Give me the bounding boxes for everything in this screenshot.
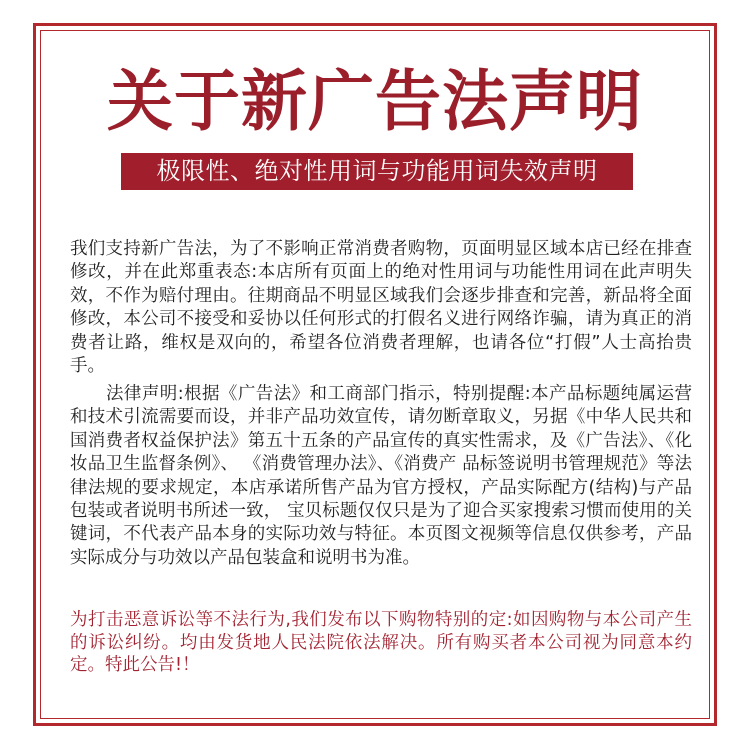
- legal-statement-paragraph: 法律声明:根据《广告法》和工商部门指示，特别提醒:本产品标题纯属运营和技术引流需要而设，并非产品功效宣传，请勿断章取义，另据《中华人民共和国消费者权益保护法》第五十五条的产品宣传的真实性需求，及《广告法》、《化妆品卫生监督条例》、 《消费管理办法》、《消费产 品标签说明书管理规范》等法律法规的要求规定，本店承诺所售产品为官方授权，产品实际配方(结构)与产品包装或者说明书所述一致， 宝贝标题仅仅只是为了迎合买家搜索习惯而使用的关键词，不代表产品本身的实际功效与特征。本页图文视频等信息仅供参考，产品实际成分与功效以产品包装盒和说明书为准。: [70, 384, 692, 568]
- subtitle-banner: 极限性、绝对性用词与功能用词失效声明: [121, 153, 633, 190]
- litigation-notice-paragraph: 为打击恶意诉讼等不法行为,我们发布以下购物特别的定:如因购物与本公司产生的诉讼纠纷。均由发货地人民法院依法解决。所有购买者本公司视为同意本约定。特此公告!！: [70, 610, 692, 675]
- statement-paragraph: 我们支持新广告法，为了不影响正常消费者购物，页面明显区域本店已经在排查修改，并在此郑重表态:本店所有页面上的绝对性用词与功能性用词在此声明失效，不作为赔付理由。往期商品不明显区域我们会逐步排查和完善，新品将全面修改，本公司不接受和妥协以任何形式的打假名义进行网络诈骗，请为真正的消费者让路，维权是双向的，希望各位消费者理解，也请各位“打假”人士高抬贵手。: [70, 239, 692, 377]
- page-title: 关于新广告法声明: [107, 63, 643, 140]
